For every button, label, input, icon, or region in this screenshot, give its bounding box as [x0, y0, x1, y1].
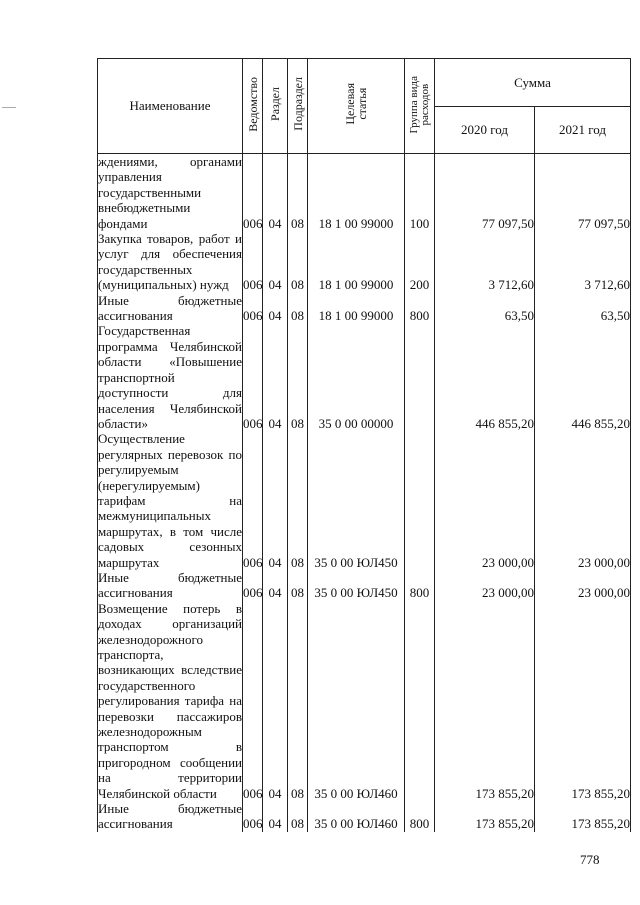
- cell-2021: 63,50: [535, 293, 631, 324]
- cell-2021: 3 712,60: [535, 231, 631, 293]
- cell-subsection: 08: [288, 570, 308, 601]
- header-row: [98, 59, 631, 107]
- cell-dept: 006: [243, 570, 263, 601]
- cell-section: 04: [263, 801, 288, 832]
- cell-target: 35 0 00 ЮЛ450: [308, 431, 405, 570]
- cell-target: 35 0 00 00000: [308, 323, 405, 431]
- cell-2021: 77 097,50: [535, 154, 631, 232]
- cell-section: 04: [263, 231, 288, 293]
- cell-target: 18 1 00 99000: [308, 231, 405, 293]
- row-name-text: Осуществление регулярных перевозок по регулируемым (нерегулируемым) тарифам на межмуниципальных маршрутах, в том числе садовых сезонных маршрутах: [98, 431, 242, 570]
- cell-group: 800: [405, 570, 435, 601]
- col-subsection-label: Подраздел: [290, 77, 305, 132]
- cell-subsection: 08: [288, 154, 308, 232]
- cell-name: [98, 431, 243, 570]
- col-target-header: [308, 59, 405, 154]
- cell-group: [405, 323, 435, 431]
- cell-section: 04: [263, 323, 288, 431]
- cell-section: 04: [263, 293, 288, 324]
- cell-target: 35 0 00 ЮЛ460: [308, 801, 405, 832]
- cell-2020: 63,50: [435, 293, 535, 324]
- cell-section: 04: [263, 601, 288, 801]
- table-row: [98, 154, 631, 232]
- row-name-text: Иные бюджетные ассигнования: [98, 801, 242, 832]
- cell-dept: 006: [243, 431, 263, 570]
- row-name-text: Государственная программа Челябинской области «Повышение транспортной доступности для населения Челябинской области»: [98, 323, 242, 431]
- col-group-header: [405, 59, 435, 154]
- budget-table: [97, 58, 631, 832]
- col-dept-label: Ведомство: [245, 76, 260, 132]
- cell-2020: 3 712,60: [435, 231, 535, 293]
- cell-name: [98, 293, 243, 324]
- cell-section: 04: [263, 431, 288, 570]
- table-row: [98, 801, 631, 832]
- cell-2020: 446 855,20: [435, 323, 535, 431]
- cell-dept: 006: [243, 293, 263, 324]
- table-row: [98, 293, 631, 324]
- col-target-label: Целевая статья: [343, 83, 369, 126]
- cell-subsection: 08: [288, 601, 308, 801]
- cell-group: 800: [405, 293, 435, 324]
- row-name-text: Иные бюджетные ассигнования: [98, 569, 242, 601]
- col-group-label: Группа вида расходов: [407, 75, 431, 134]
- cell-target: 18 1 00 99000: [308, 154, 405, 232]
- cell-name: [98, 570, 243, 601]
- col-sum-header: Сумма: [435, 59, 631, 107]
- cell-2020: 23 000,00: [435, 570, 535, 601]
- cell-subsection: 08: [288, 431, 308, 570]
- col-dept-header: [243, 59, 263, 154]
- cell-name: [98, 154, 243, 232]
- cell-name: [98, 231, 243, 293]
- table-row: [98, 323, 631, 431]
- col-2020-header: 2020 год: [435, 106, 535, 154]
- cell-name: [98, 801, 243, 832]
- cell-subsection: 08: [288, 293, 308, 324]
- col-name-header: Наименование: [98, 59, 243, 154]
- table-row: [98, 231, 631, 293]
- cell-subsection: 08: [288, 801, 308, 832]
- col-section-label: Раздел: [268, 87, 282, 122]
- cell-target: 35 0 00 ЮЛ460: [308, 601, 405, 801]
- cell-2020: 23 000,00: [435, 431, 535, 570]
- cell-group: 800: [405, 801, 435, 832]
- cell-section: 04: [263, 154, 288, 232]
- table-row: [98, 570, 631, 601]
- cell-subsection: 08: [288, 231, 308, 293]
- col-2021-header: 2021 год: [535, 106, 631, 154]
- cell-group: [405, 431, 435, 570]
- col-subsection-header: [288, 59, 308, 154]
- cell-2021: 173 855,20: [535, 601, 631, 801]
- table-row: [98, 431, 631, 570]
- page-edge-mark: [2, 107, 16, 108]
- row-name-text: Закупка товаров, работ и услуг для обеспечения государственных (муниципальных) нужд: [98, 231, 242, 293]
- row-name-text: Возмещение потерь в доходах организаций железнодорожного транспорта, возникающих вследствие государственного регулирования тарифа на перевозки пассажиров железнодорожным транспортом в пригородном сообщении на территории Челябинской области: [98, 600, 242, 801]
- cell-2021: 23 000,00: [535, 570, 631, 601]
- cell-2021: 446 855,20: [535, 323, 631, 431]
- cell-2021: 23 000,00: [535, 431, 631, 570]
- table-row: [98, 601, 631, 801]
- cell-2020: 77 097,50: [435, 154, 535, 232]
- page-number: 778: [580, 852, 600, 867]
- cell-dept: 006: [243, 231, 263, 293]
- cell-name: [98, 601, 243, 801]
- cell-section: 04: [263, 570, 288, 601]
- cell-target: 18 1 00 99000: [308, 293, 405, 324]
- table-body: [98, 154, 631, 832]
- cell-dept: 006: [243, 801, 263, 832]
- row-name-text: Иные бюджетные ассигнования: [98, 292, 242, 324]
- col-section-header: [263, 59, 288, 154]
- cell-group: [405, 601, 435, 801]
- cell-group: 100: [405, 154, 435, 232]
- row-name-text: ждениями, органами управления государственными внебюджетными фондами: [98, 154, 242, 231]
- cell-2020: 173 855,20: [435, 801, 535, 832]
- cell-dept: 006: [243, 601, 263, 801]
- cell-2020: 173 855,20: [435, 601, 535, 801]
- cell-name: [98, 323, 243, 431]
- cell-subsection: 08: [288, 323, 308, 431]
- cell-2021: 173 855,20: [535, 801, 631, 832]
- cell-dept: 006: [243, 323, 263, 431]
- cell-group: 200: [405, 231, 435, 293]
- cell-dept: 006: [243, 154, 263, 232]
- cell-target: 35 0 00 ЮЛ450: [308, 570, 405, 601]
